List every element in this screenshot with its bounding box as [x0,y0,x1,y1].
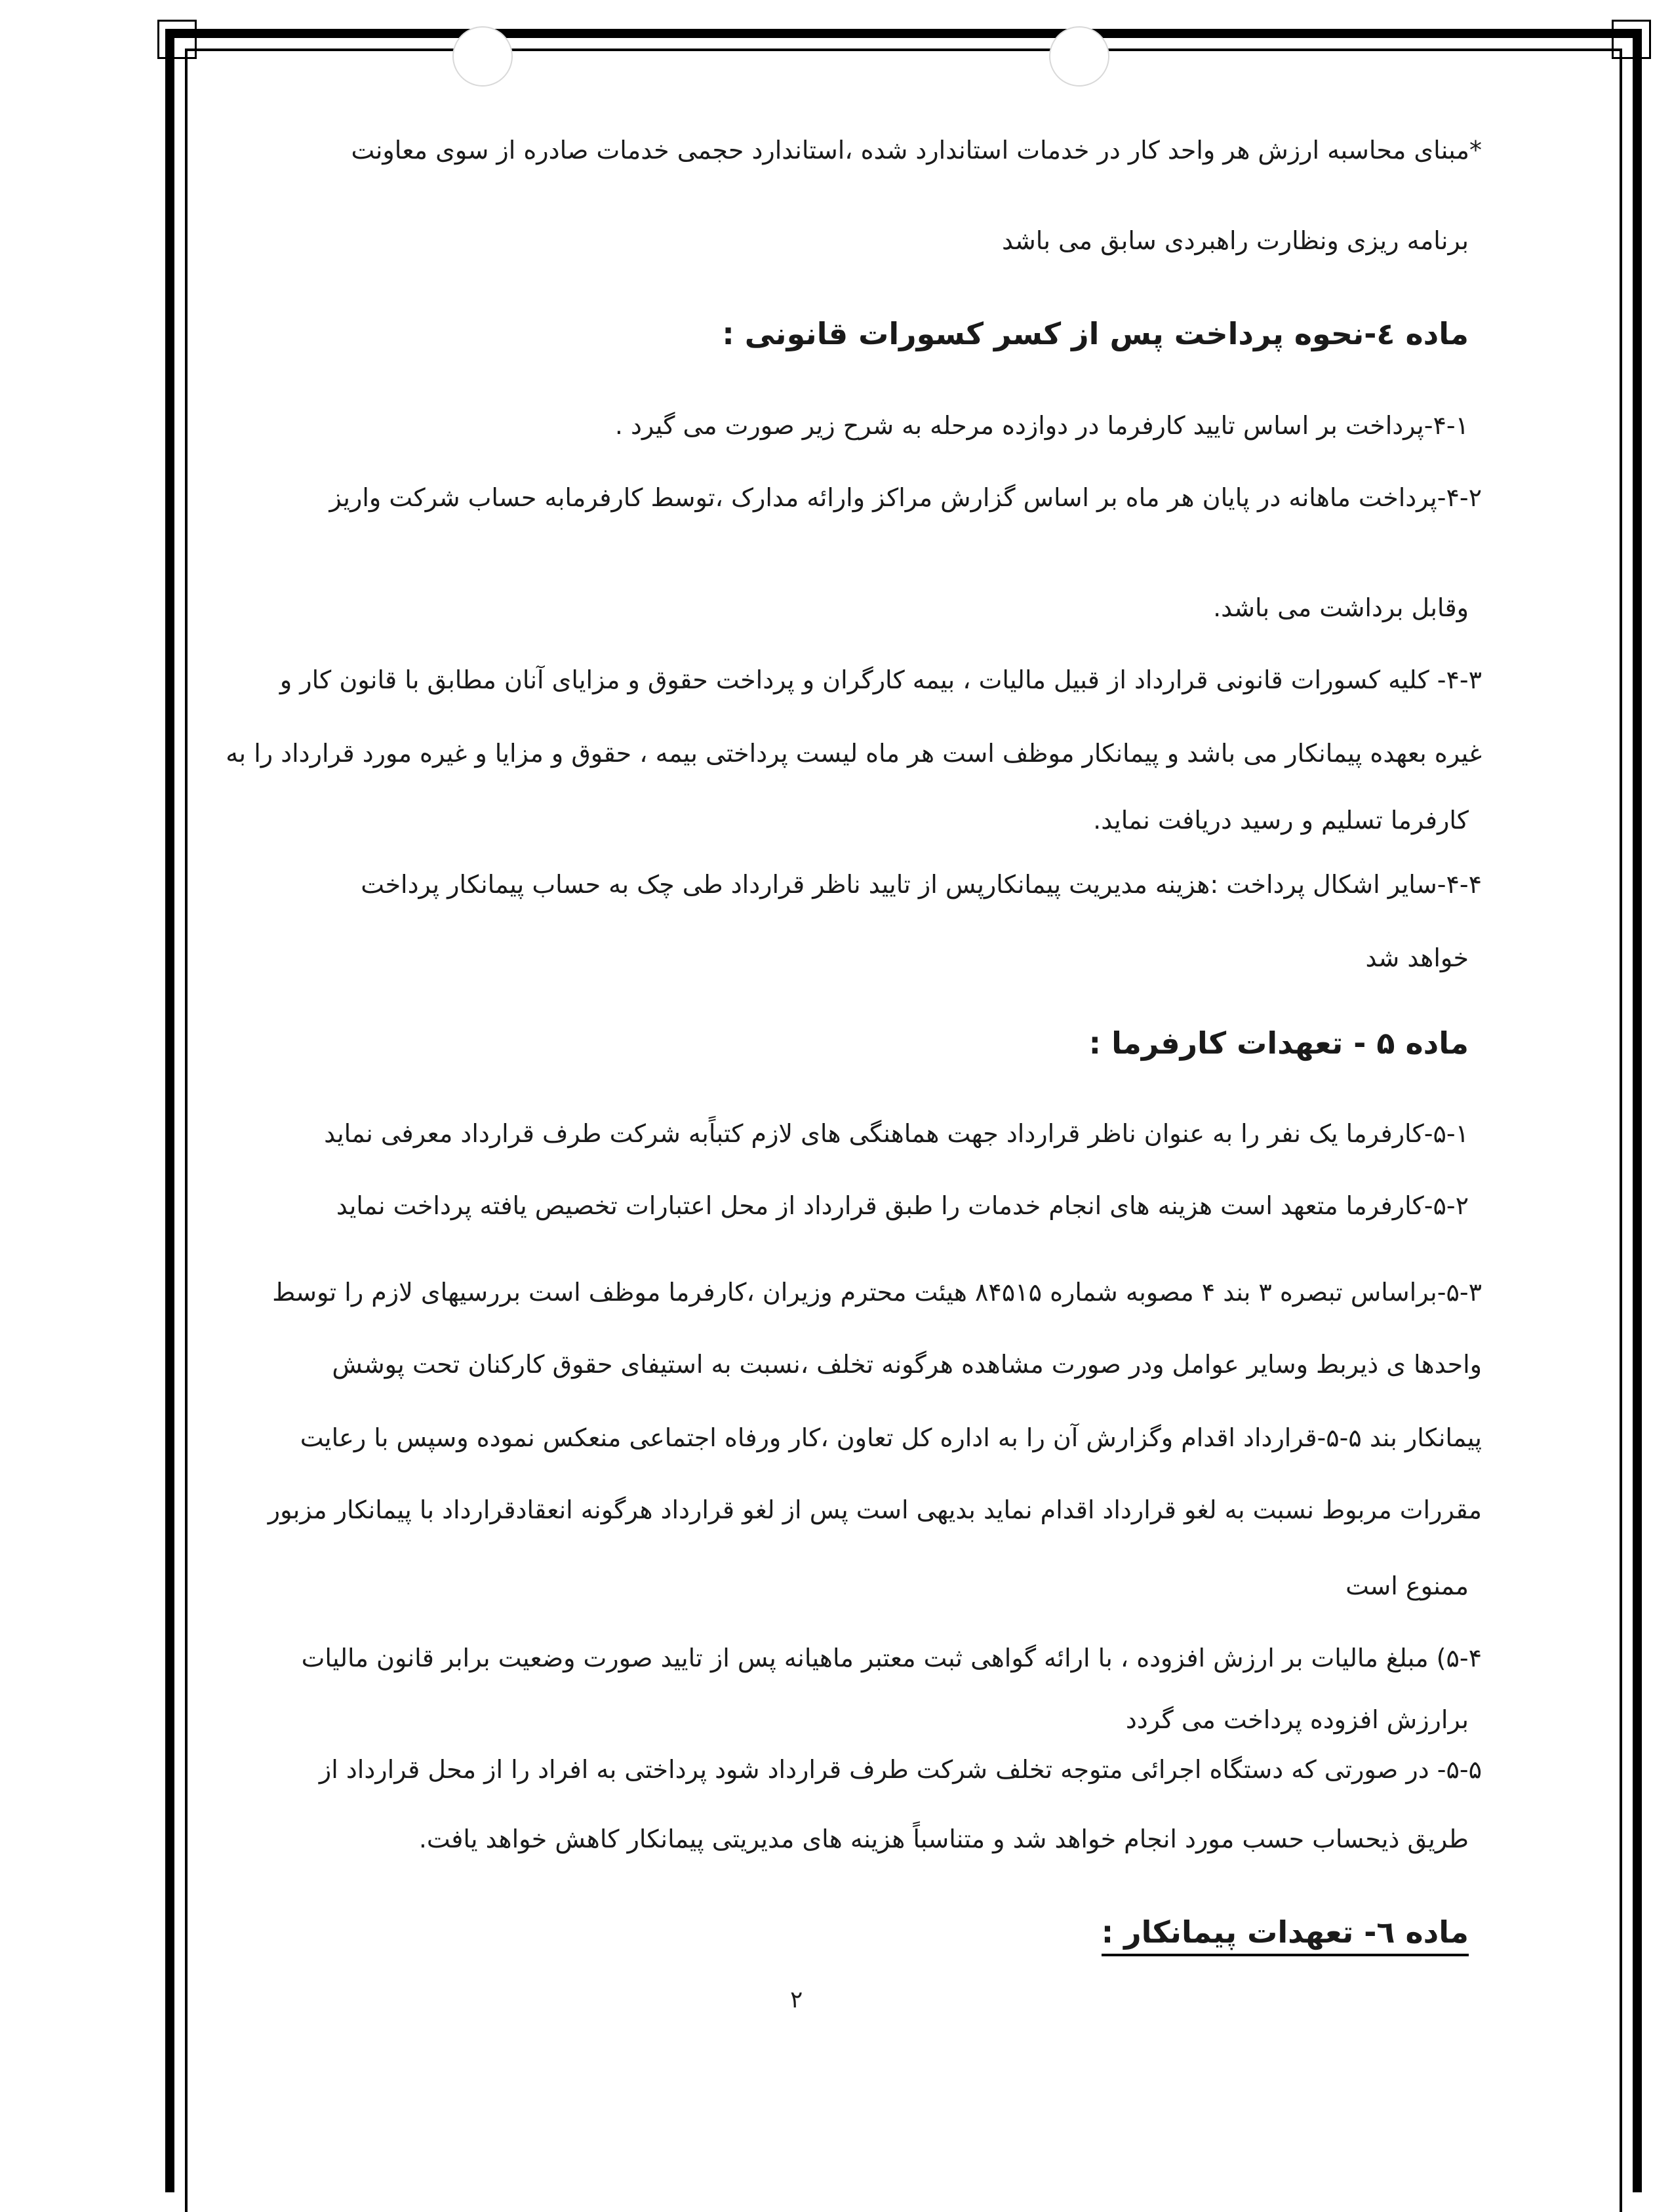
frame-corner-left [157,20,197,59]
clause-5-1: ۵-۱-کارفرما یک نفر را به عنوان ناظر قرارداد جهت هماهنگی های لازم کتباًبه شرکت طرف قرارداد معرفی نماید [324,1119,1469,1148]
clause-4-1: ۴-۱-پرداخت بر اساس تایید کارفرما در دوازده مرحله به شرح زیر صورت می گیرد . [614,411,1469,440]
clause-4-3-line-3: کارفرما تسلیم و رسید دریافت نماید. [1093,806,1469,835]
article-4-heading: ماده ٤-نحوه پرداخت پس از کسر کسورات قانونی : [722,316,1469,351]
clause-4-3-line-1: ۴-۳- کلیه کسورات قانونی قرارداد از قبیل مالیات ، بیمه کارگران و پرداخت حقوق و مزایای آنان مطابق با قانون کار و [279,665,1482,694]
basis-line-2: برنامه ریزی ونظارت راهبردی سابق می باشد [1001,226,1469,255]
clause-5-2: ۵-۲-کارفرما متعهد است هزینه های انجام خدمات را طبق قرارداد از محل اعتبارات تخصیص یافته پرداخت نماید [336,1191,1469,1220]
frame-corner-right [1612,20,1651,59]
clause-4-2-line-1: ۴-۲-پرداخت ماهانه در پایان هر ماه بر اساس گزارش مراکز وارائه مدارک ،توسط کارفرمابه حساب شرکت واریز [329,483,1482,512]
clause-4-4-line-2: خواهد شد [1365,943,1469,972]
article-6-heading: ماده ٦- تعهدات پیمانکار : [1102,1914,1469,1956]
clause-5-3-line-1: ۵-۳-براساس تبصره ۳ بند ۴ مصوبه شماره ۸۴۵۱۵ هیئت محترم وزیران ،کارفرما موظف است بررسیهای لازم را توسط [272,1278,1482,1307]
clause-5-4-line-1: ۵-۴) مبلغ مالیات بر ارزش افزوده ، با ارائه گواهی ثبت معتبر ماهیانه پس از تایید صورت وضعیت برابر قانون مالیات [301,1644,1482,1672]
basis-line-1: *مبنای محاسبه ارزش هر واحد کار در خدمات استاندارد شده ،استاندارد حجمی خدمات صادره از سوی معاونت [351,136,1482,165]
clause-5-3-line-3: پیمانکار بند ۵-۵-قرارداد اقدام وگزارش آن را به اداره کل تعاون ،کار ورفاه اجتماعی منعکس نموده وسپس با رعایت [300,1423,1482,1452]
clause-5-5-line-1: ۵-۵- در صورتی که دستگاه اجرائی متوجه تخلف شرکت طرف قرارداد شود پرداختی به افراد را از محل قرارداد از [319,1755,1482,1784]
article-5-heading: ماده ۵ - تعهدات کارفرما : [1088,1025,1469,1061]
clause-4-3-line-2: غیره بعهده پیمانکار می باشد و پیمانکار موظف است هر ماه لیست پرداختی بیمه ، حقوق و مزایا و غیره مورد قرارداد را به [226,739,1482,768]
clause-5-4-line-2: برارزش افزوده پرداخت می گردد [1125,1705,1469,1734]
punch-hole [452,26,513,87]
punch-hole [1049,26,1109,87]
clause-5-3-line-5: ممنوع است [1345,1571,1469,1600]
clause-4-4-line-1: ۴-۴-سایر اشکال پرداخت :هزینه مدیریت پیمانکارپس از تایید ناظر قرارداد طی چک به حساب پیمانکار پرداخت [361,870,1482,899]
clause-5-3-line-4: مقررات مربوط نسبت به لغو قرارداد اقدام نماید بدیهی است پس از لغو قرارداد هرگونه انعقادقرارداد با پیمانکار مزبور [268,1495,1482,1524]
clause-5-3-line-2: واحدها ی ذیربط وسایر عوامل ودر صورت مشاهده هرگونه تخلف ،نسبت به استیفای حقوق کارکنان تحت پوشش [332,1350,1482,1379]
clause-5-5-line-2: طریق ذیحساب حسب مورد انجام خواهد شد و متناسباً هزینه های مدیریتی پیمانکار کاهش خواهد یافت. [418,1825,1469,1853]
clause-4-2-line-2: وقابل برداشت می باشد. [1213,593,1469,622]
page-number: ۲ [790,1986,803,2013]
